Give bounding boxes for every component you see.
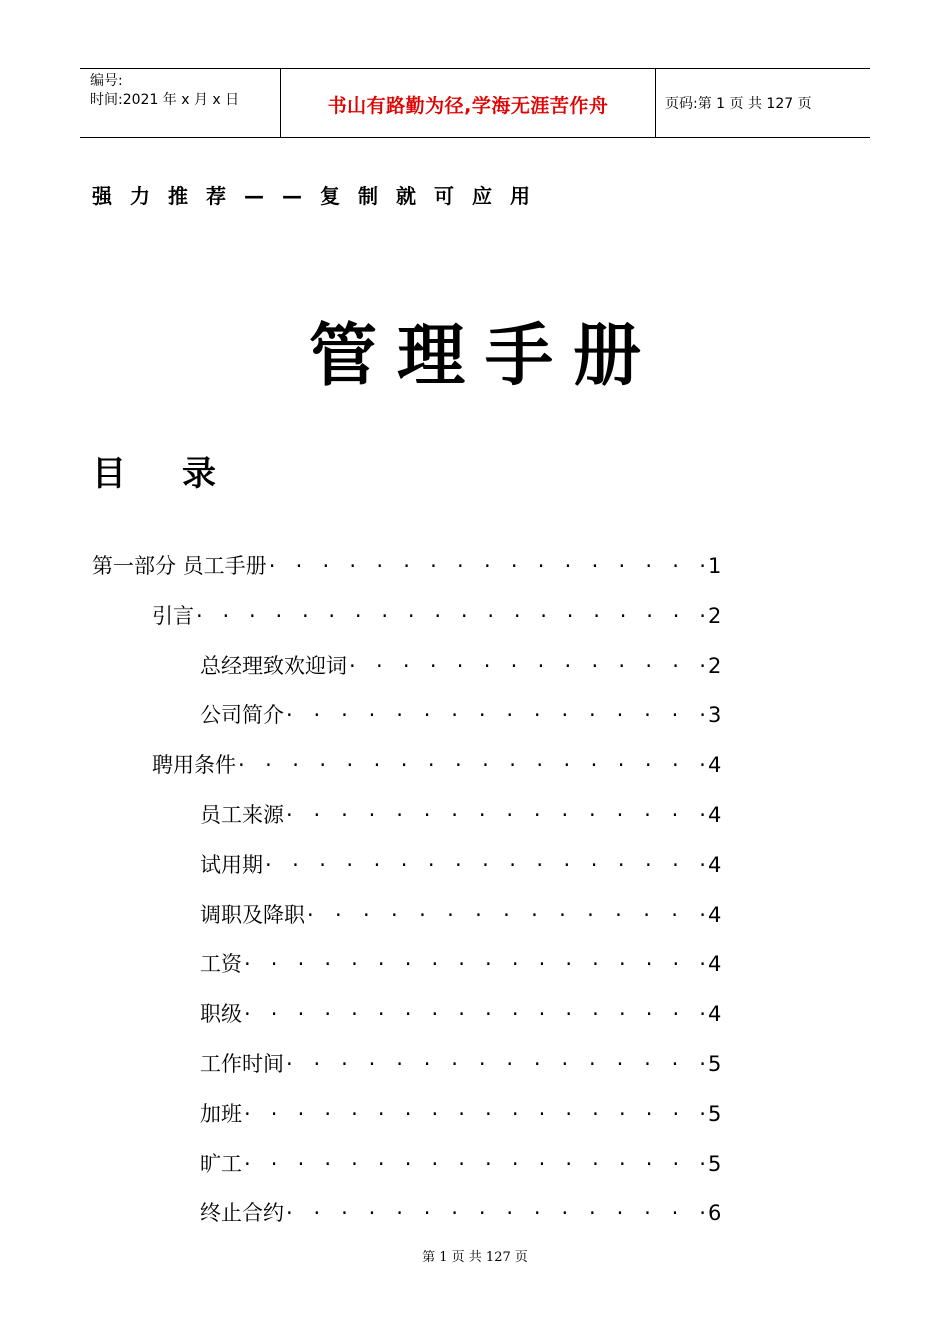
toc-entry-title: 员工来源 — [200, 803, 284, 827]
toc-entry-title: 加班 — [200, 1101, 242, 1126]
toc-entry-page: 5 — [708, 1101, 722, 1126]
toc-entry[interactable] — [0, 596, 950, 636]
toc-entry-page: 1 — [708, 554, 722, 578]
toc-entry-page: 4 — [708, 902, 722, 927]
document-title: 管理手册 — [308, 317, 661, 396]
toc-leader-dots: · · · · · · · · · · · · · · · · — [286, 703, 706, 728]
toc-leader-dots: · · · · · · · · · · · · · · · · · · · · — [196, 603, 706, 628]
toc-entry-page: 2 — [708, 653, 722, 678]
toc-entry[interactable] — [0, 795, 950, 835]
toc-leader-dots: · · · · · · · · · · · · · · · · — [286, 1052, 706, 1076]
toc-leader-dots: · · · · · · · · · · · · · · · · · · — [244, 1151, 706, 1176]
toc-entry[interactable] — [0, 895, 950, 935]
header-page-info: 页码:第 1 页 共 127 页 — [665, 96, 812, 112]
header-motto-cell — [280, 69, 656, 137]
toc-entry-title: 职级 — [200, 1002, 242, 1027]
toc-entry-page: 4 — [708, 1002, 722, 1027]
header-page-cell — [655, 69, 870, 137]
toc-entry-title: 旷工 — [200, 1151, 242, 1176]
toc-leader-dots: · · · · · · · · · · · · · · — [349, 653, 706, 678]
toc-entry-title: 公司简介 — [200, 703, 284, 728]
toc-entry-title: 总经理致欢迎词 — [200, 653, 347, 678]
recommend-banner: 强力推荐——复制就可应用 — [92, 184, 548, 208]
toc-entry-title: 第一部分 员工手册 — [92, 554, 267, 578]
toc-leader-dots: · · · · · · · · · · · · · · · · · · — [244, 1101, 706, 1126]
toc-entry-page: 4 — [708, 803, 722, 827]
header-meta-cell — [80, 69, 280, 137]
toc-entry[interactable] — [0, 1094, 950, 1134]
toc-leader-dots: · · · · · · · · · · · · · · · · · · — [244, 952, 706, 977]
toc-leader-dots: · · · · · · · · · · · · · · · · — [286, 1201, 706, 1226]
toc-entry[interactable] — [0, 845, 950, 885]
toc-leader-dots: · · · · · · · · · · · · · · · — [307, 902, 706, 927]
page-header — [80, 68, 870, 138]
toc-entry-page: 6 — [708, 1201, 722, 1226]
toc-leader-dots: · · · · · · · · · · · · · · · · — [286, 803, 706, 827]
toc-entry[interactable] — [0, 646, 950, 686]
toc-entry-title: 调职及降职 — [200, 902, 305, 927]
document-time-label: 时间:2021 年 x 月 x 日 — [90, 92, 240, 108]
document-number-label: 编号: — [90, 73, 123, 89]
toc-entry-title: 工作时间 — [200, 1052, 284, 1076]
header-motto: 书山有路勤为径,学海无涯苦作舟 — [327, 95, 609, 117]
toc-entry-title: 聘用条件 — [152, 753, 236, 778]
toc-entry[interactable] — [0, 546, 950, 586]
toc-leader-dots: · · · · · · · · · · · · · · · · · — [268, 554, 706, 578]
toc-entry-page: 4 — [708, 852, 722, 877]
toc-entry[interactable] — [0, 1193, 950, 1233]
toc-entry-page: 5 — [708, 1151, 722, 1176]
toc-leader-dots: · · · · · · · · · · · · · · · · · — [265, 852, 706, 877]
toc-entry-page: 4 — [708, 952, 722, 977]
toc-entry[interactable] — [0, 1044, 950, 1084]
toc-entry-title: 试用期 — [200, 852, 263, 877]
toc-heading: 目录 — [92, 454, 272, 494]
toc-entry-page: 4 — [708, 753, 722, 778]
toc-entry-title: 终止合约 — [200, 1201, 284, 1226]
toc-leader-dots: · · · · · · · · · · · · · · · · · · — [244, 1002, 706, 1027]
toc-entry[interactable] — [0, 994, 950, 1034]
toc-entry-title: 工资 — [200, 952, 242, 977]
toc-leader-dots: · · · · · · · · · · · · · · · · · · — [238, 753, 706, 778]
toc-entry[interactable] — [0, 944, 950, 984]
toc-entry[interactable] — [0, 745, 950, 785]
toc-entry-page: 2 — [708, 603, 722, 628]
toc-entry-page: 5 — [708, 1052, 722, 1076]
toc-entry-page: 3 — [708, 703, 722, 728]
page-footer: 第 1 页 共 127 页 — [422, 1250, 528, 1265]
toc-entry[interactable] — [0, 695, 950, 735]
toc-entry-title: 引言 — [152, 603, 194, 628]
toc-entry[interactable] — [0, 1144, 950, 1184]
